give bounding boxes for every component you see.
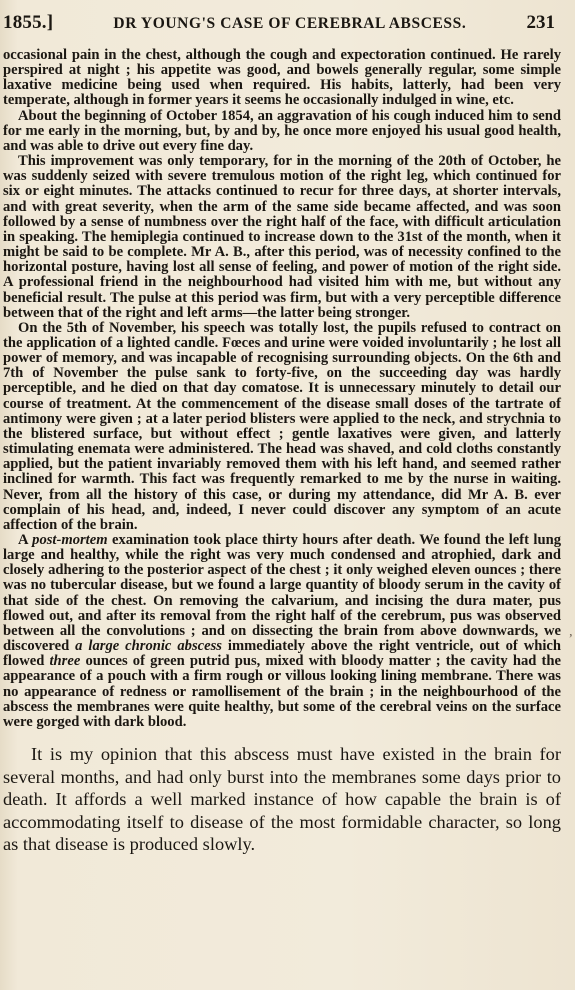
paragraph-2: About the beginning of October 1854, an aggravation of his cough induced him to send for me early in the morning, but, by and by, he once more enjoyed his usual good health, and was able to drive out every fine day. xyxy=(3,107,561,154)
margin-mark: ’ xyxy=(568,632,573,647)
page-number: 231 xyxy=(526,12,555,33)
closing-paragraph: It is my opinion that this abscess must have existed in the brain for several months, and had only burst into the membranes some days prior to death. It affords a well marked instance of how capable the brain is of accommodating itself to disease of the most formidable character, so long as that disease is produced slowly. xyxy=(3,744,561,855)
p5-emphasis-post-mortem: post-mortem xyxy=(32,532,108,548)
header-title: DR YOUNG'S CASE OF CEREBRAL ABSCESS. xyxy=(113,15,467,32)
paragraph-1: occasional pain in the chest, although the cough and expectoration continued. He rarely perspired at night ; his appetite was good, and bowels generally regular, some simple laxative medicine being used when required. His habits, latterly, had been very temperate, although in former years it seems he occasionally indulged in wine, etc. xyxy=(3,47,561,109)
header-year: 1855.] xyxy=(3,12,54,33)
page-body xyxy=(3,48,561,856)
p5-emphasis-abscess: a large chronic abscess xyxy=(75,638,222,655)
p5-text-a: A xyxy=(18,532,33,548)
p5-text-b: examination took place thirty hours after death. We found the left lung large and healthy, while the right was very much condensed and atrophied, dark and closely adhering to the posterior aspect of the chest ; it only weighed eleven ounces ; there was no tubercular disease, but we found a large quantity of bloody serum in the cavity of that side of the chest. On removing the calvarium, and incising the dura mater, pus flowed out, and after its removal from the right half of the cerebrum, pus was observed between all the convolutions ; and on dissecting the brain from above downwards, we discovered xyxy=(3,532,561,655)
paragraph-4: On the 5th of November, his speech was totally lost, the pupils refused to contract on the application of a lighted candle. Fœces and urine were voided involuntarily ; he lost all power of memory, and was incapable of recognising surrounding objects. On the 6th and 7th of November the pulse sank to forty-five, on the succeeding day was hardly perceptible, and he died on that day comatose. It is unnecessary minutely to detail our course of treatment. At the commencement of the disease small doses of the tartrate of antimony were given ; at a later period blisters were applied to the neck, and strychnia to the blistered surface, but without effect ; gentle laxatives were given, and latterly stimulating enemata were administered. The head was shaved, and cold cloths constantly applied, but the patient invariably removed them with his left hand, and seemed rather inclined for warmth. This fact was frequently remarked to me by the nurse in waiting. Never, from all the history of this case, or during my attendance, did Mr A. B. ever complain of his head, and, indeed, I never could discover any symptom of an acute affection of the brain. xyxy=(3,319,561,533)
paragraph-5 xyxy=(3,533,561,730)
p5-text-d: ounces of green putrid pus, mixed with bloody matter ; the cavity had the appearance of a pouch with a firm rough or villous looking lining membrane. There was no appearance of redness or ramollisement of the brain ; in the neighbourhood of the abscess the membranes were quite healthy, but some of the cerebral veins on the surface were gorged with dark blood. xyxy=(3,653,561,730)
closing-text xyxy=(3,743,561,856)
p5-emphasis-three: three xyxy=(49,653,81,670)
running-head xyxy=(3,12,561,38)
case-report-text xyxy=(3,48,561,730)
paragraph-3: This improvement was only temporary, for in the morning of the 20th of October, he was suddenly seized with severe tremulous motion of the right leg, which continued for six or eight minutes. The attacks continued to recur for three days, at shorter intervals, and with great severity, when the arm of the same side became affected, and was soon followed by a sense of numbness over the right half of the face, with difficult articulation in speaking. The hemiplegia continued to increase down to the 31st of the month, when it might be said to be complete. Mr A. B., after this period, was of necessity confined to the horizontal posture, having lost all sense of feeling, and power of motion of the right side. A professional friend in the neighbourhood had visited him with me, but without any beneficial result. The pulse at this period was firm, but with a very perceptible difference between that of the right and left arms—the latter being stronger. xyxy=(3,153,561,321)
p5-text-c: immediately above the right ventricle, out of which flowed xyxy=(3,638,562,670)
